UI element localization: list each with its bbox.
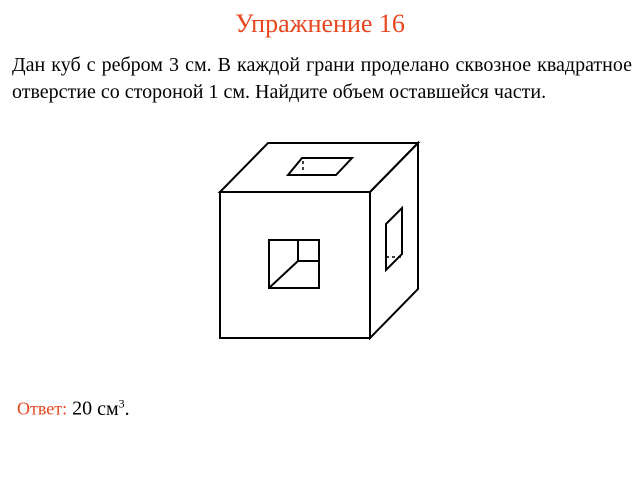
- cube-right-face: [370, 143, 418, 338]
- slide-title: Упражнение 16: [235, 9, 405, 38]
- cube-top-face: [220, 143, 418, 192]
- problem-text: Дан куб с ребром 3 см. В каждой грани проделано сквозное квадратное отверстие со стороной 1 см. Найдите объем оставшейся части.: [12, 54, 632, 103]
- answer-end: .: [124, 397, 130, 420]
- answer-value: 20: [72, 397, 93, 420]
- answer-label: Ответ:: [17, 398, 68, 419]
- answer-unit-text: см: [97, 397, 119, 420]
- answer-line: [17, 390, 130, 422]
- top-hole: [288, 158, 352, 175]
- cube-figure: [214, 138, 424, 342]
- right-hole: [386, 208, 402, 270]
- answer-unit-exponent: 3: [118, 396, 125, 410]
- answer-unit: [97, 398, 130, 420]
